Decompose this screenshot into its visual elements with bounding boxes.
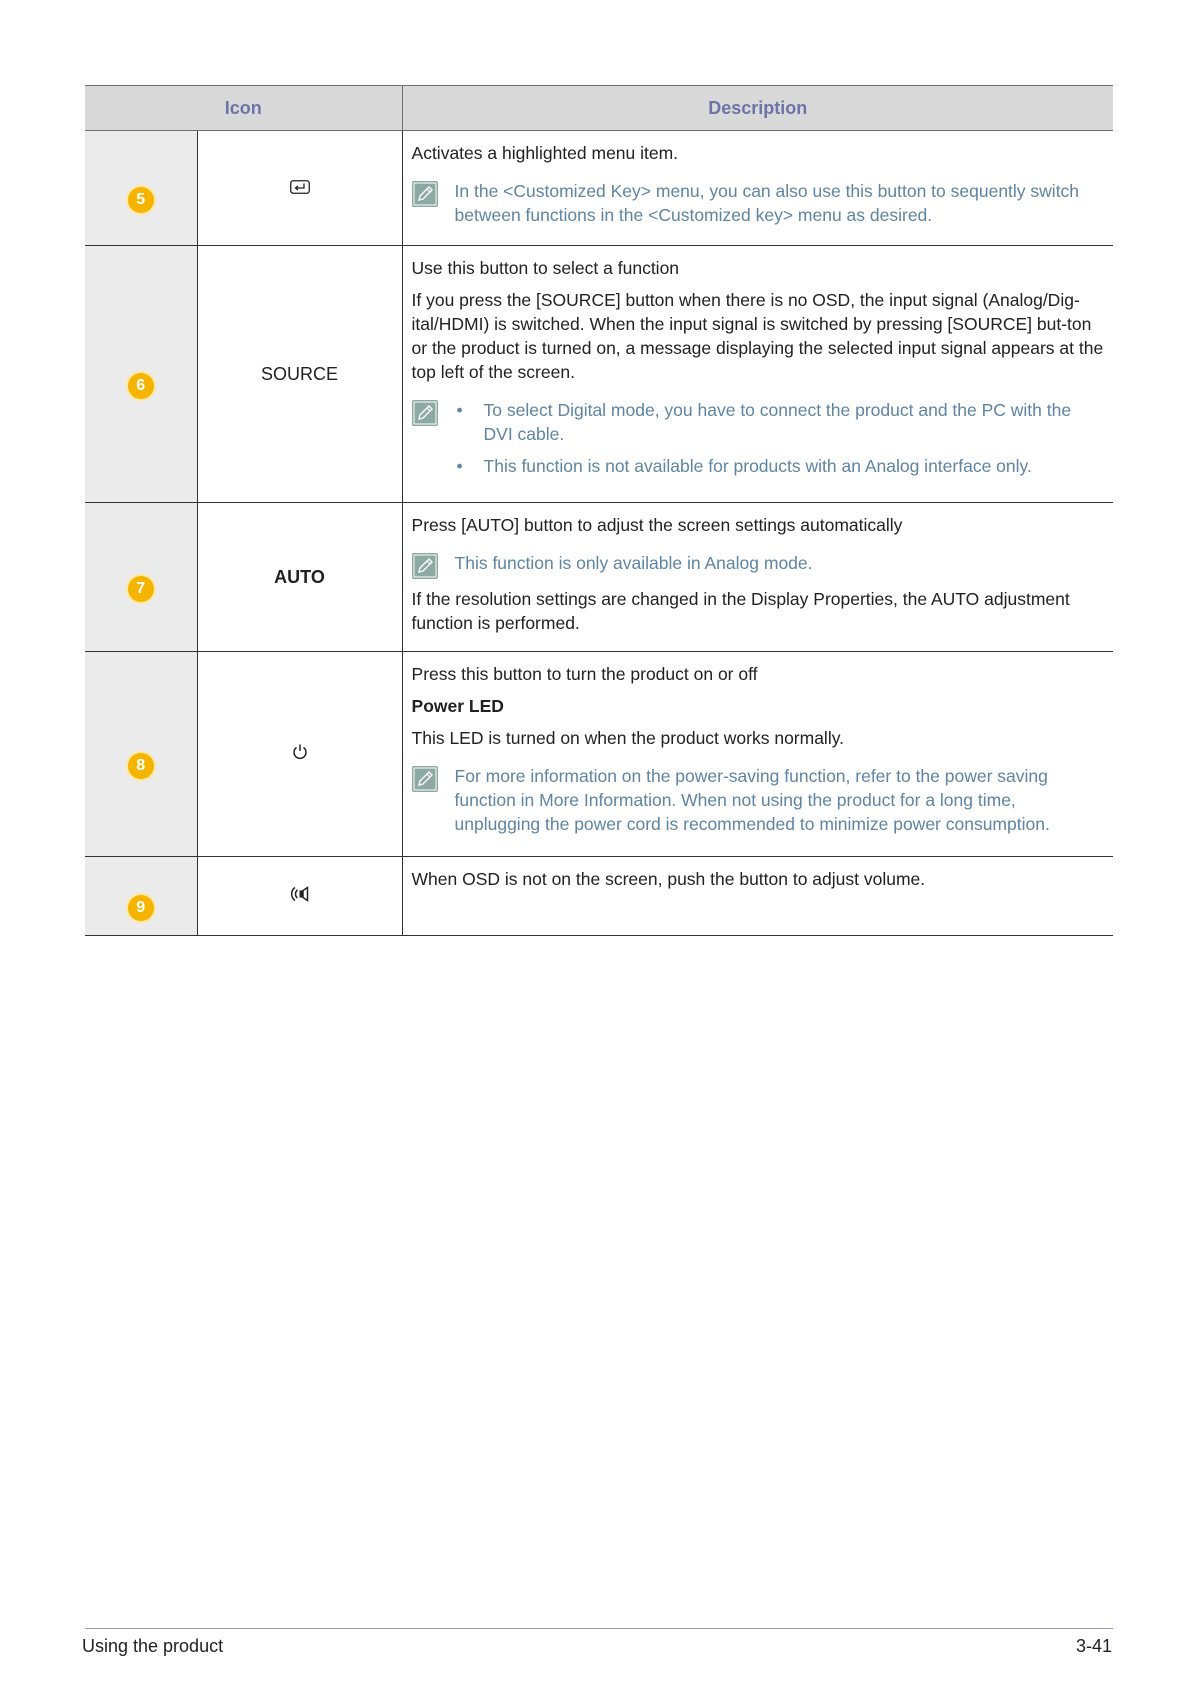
- description-text: Press [AUTO] button to adjust the screen settings automatically: [411, 515, 903, 535]
- pencil-note-icon: [412, 553, 438, 579]
- description-text: Activates a highlighted menu item.: [411, 143, 679, 163]
- number-badge: 8: [128, 753, 154, 779]
- power-led-heading: Power LED: [411, 696, 504, 716]
- row-number-cell: [85, 652, 197, 857]
- description-text: This LED is turned on when the product works normally.: [411, 728, 845, 748]
- description-text: Press this button to turn the product on or off: [411, 664, 758, 684]
- table-row: [85, 652, 1113, 857]
- pencil-note-icon: [412, 766, 438, 792]
- description-cell: [402, 652, 1113, 857]
- table-header-row: [85, 86, 1113, 131]
- row-number-cell: [85, 503, 197, 652]
- list-item: • This function is not available for products with an Analog interface only.: [455, 454, 1106, 478]
- list-item: • To select Digital mode, you have to connect the product and the PC with the DVI cable.: [455, 398, 1106, 446]
- description-text: When OSD is not on the screen, push the button to adjust volume.: [411, 869, 926, 889]
- row-number-cell: [85, 857, 197, 936]
- icon-cell: [197, 503, 402, 652]
- description-cell: [402, 857, 1113, 936]
- icon-cell: [197, 652, 402, 857]
- icon-cell: [197, 131, 402, 246]
- note-text: In the <Customized Key> menu, you can also use this button to sequently switch between functions in the <Customized key> menu as desired.: [454, 181, 1080, 225]
- table-row: [85, 857, 1113, 936]
- volume-icon: [289, 887, 311, 907]
- row-number-cell: [85, 131, 197, 246]
- description-cell: [402, 131, 1113, 246]
- description-cell: [402, 246, 1113, 503]
- number-badge: 5: [128, 187, 154, 213]
- description-text: If the resolution settings are changed in the Display Properties, the AUTO adjustment function is performed.: [411, 589, 1070, 633]
- note: [412, 398, 1106, 486]
- row-number-cell: [85, 246, 197, 503]
- description-text: Use this button to select a function: [411, 258, 680, 278]
- number-badge: 9: [128, 895, 154, 921]
- table-row: [85, 246, 1113, 503]
- pencil-note-icon: [412, 181, 438, 207]
- footer-section-title: Using the product: [82, 1636, 224, 1656]
- enter-icon: [290, 178, 310, 198]
- icon-column-header: Icon: [85, 86, 402, 131]
- number-badge: 6: [128, 373, 154, 399]
- note-bullet-list: [455, 398, 1106, 486]
- note: [412, 551, 1106, 579]
- footer-page-number: 3-41: [1075, 1636, 1112, 1656]
- description-cell: [402, 503, 1113, 652]
- description-column-header: Description: [402, 86, 1113, 131]
- power-icon: [291, 745, 309, 765]
- number-badge: 7: [128, 576, 154, 602]
- description-text: If you press the [SOURCE] button when there is no OSD, the input signal (Analog/Dig-ital/HDMI) is switched. When the input signal is switched by pressing [SOURCE] but-ton or the product is turned on, a message displaying the selected input signal appears at the top left of the screen.: [411, 290, 1104, 382]
- note: [412, 179, 1106, 227]
- table-row: [85, 503, 1113, 652]
- auto-button-label: AUTO: [274, 566, 325, 587]
- footer-divider: [85, 1628, 1113, 1629]
- note: [412, 764, 1106, 836]
- note-text: For more information on the power-saving function, refer to the power saving function in More Information. When not using the product for a long time, unplugging the power cord is recommended to minimize power consumption.: [454, 766, 1050, 834]
- table-row: [85, 131, 1113, 246]
- button-description-table: [85, 85, 1113, 936]
- note-text: This function is only available in Analog mode.: [454, 553, 813, 573]
- source-button-label: SOURCE: [261, 363, 339, 384]
- icon-cell: [197, 857, 402, 936]
- pencil-note-icon: [412, 400, 438, 426]
- icon-cell: [197, 246, 402, 503]
